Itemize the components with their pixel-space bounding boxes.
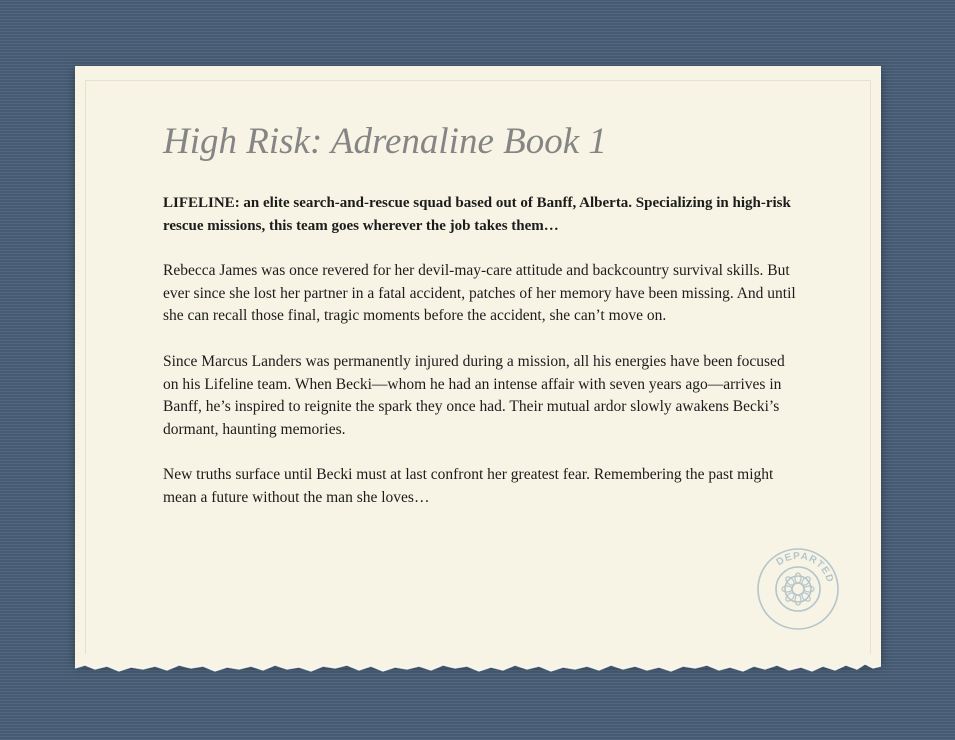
description-paragraph: Since Marcus Landers was permanently injured during a mission, all his energies have been focused on his Lifeline team. When Becki—whom he had an intense affair with seven years ago—arrives in Banff, he’s inspired to reignite the spark they once had. Their mutual ardor slowly awakens Becki’s dormant, haunting memories.	[163, 352, 785, 438]
paper-card	[75, 66, 881, 664]
tagline-paragraph: LIFELINE: an elite search-and-rescue squad based out of Banff, Alberta. Specializing in high-risk rescue missions, this team goes wherever the job takes them…	[163, 195, 791, 234]
torn-paper-edge	[75, 654, 881, 680]
description-paragraph: New truths surface until Becki must at last confront her greatest fear. Remembering the past might mean a future without the man she loves…	[163, 466, 774, 506]
stamp-text: DEPARTED	[774, 550, 836, 585]
book-description	[163, 192, 803, 533]
page-title: High Risk: Adrenaline Book 1	[163, 121, 607, 162]
departed-stamp-icon	[755, 546, 841, 632]
description-paragraph: Rebecca James was once revered for her devil-may-care attitude and backcountry survival skills. But ever since she lost her partner in a fatal accident, patches of her memory have been missing. And until she can recall those final, tragic moments before the accident, she can’t move on.	[163, 262, 796, 325]
